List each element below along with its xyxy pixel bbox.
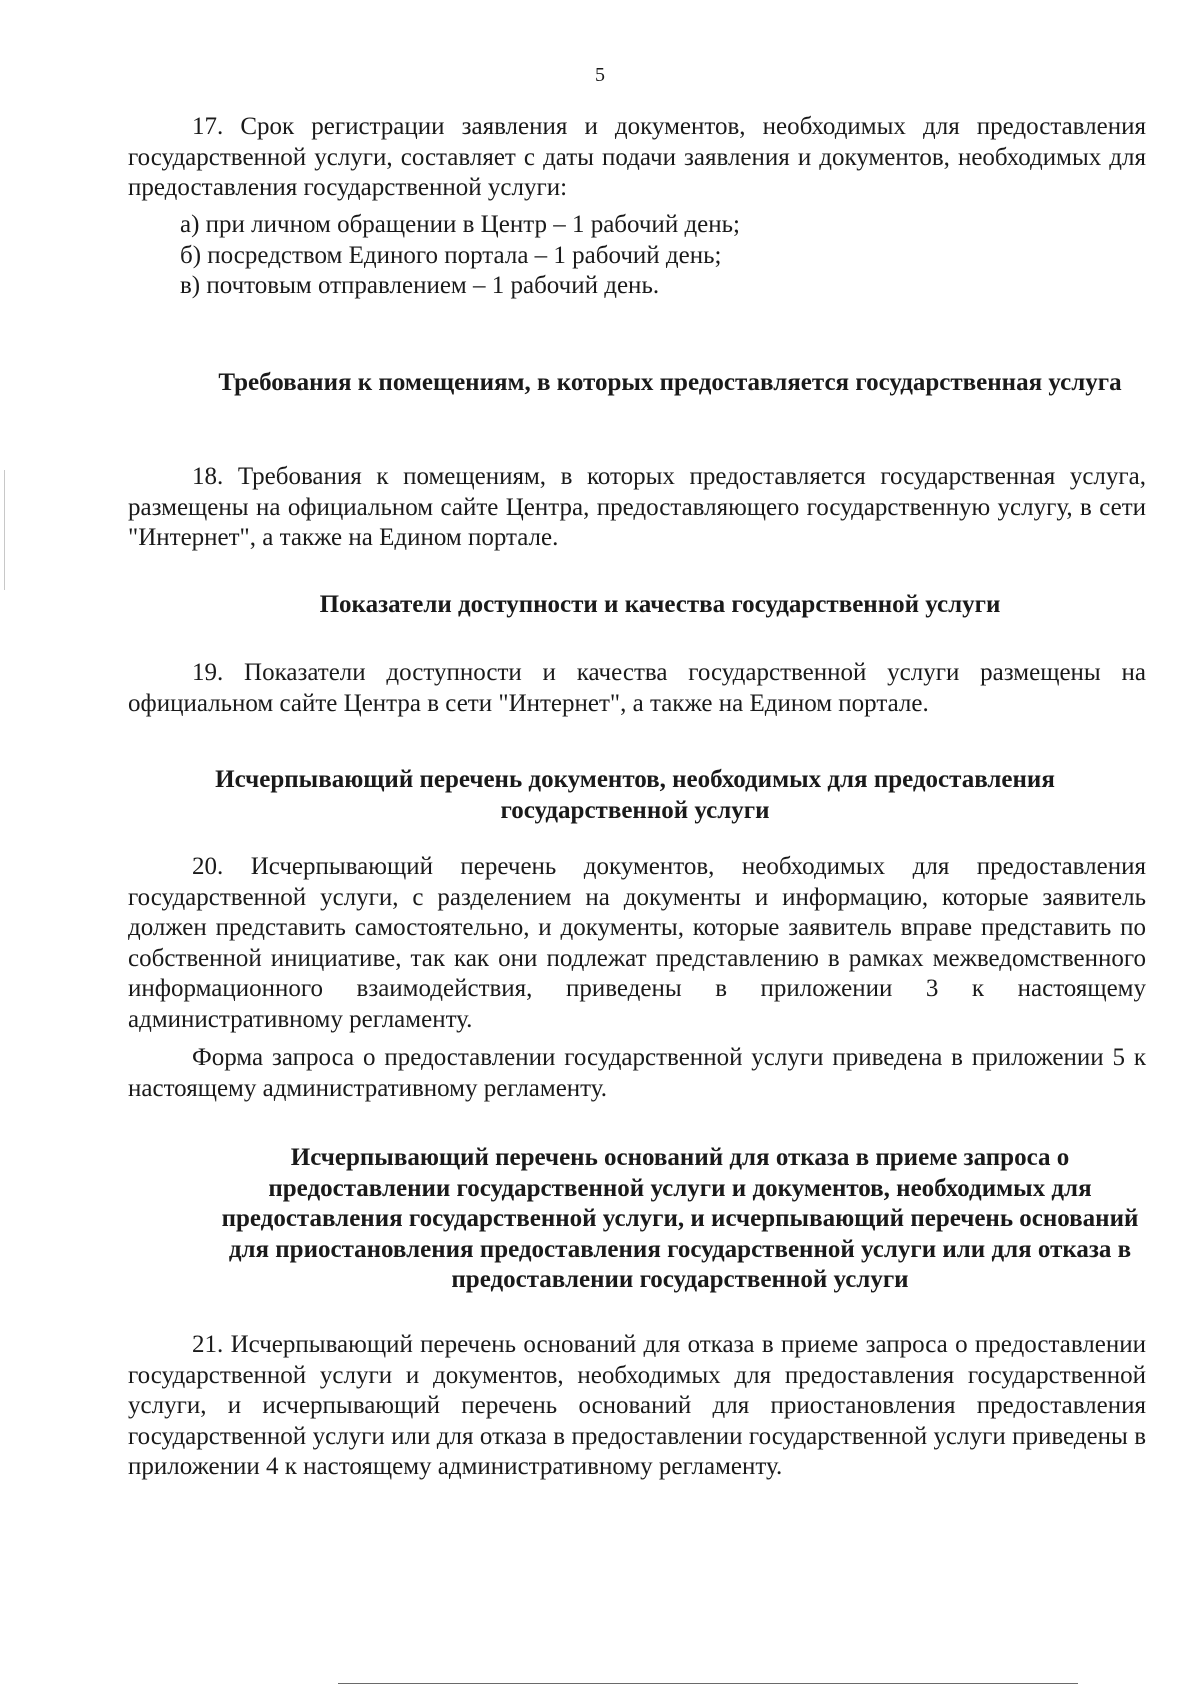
scan-margin-mark [4, 470, 5, 590]
list-item: б) посредством Единого портала – 1 рабочий день; [180, 241, 722, 269]
heading-indicators: Показатели доступности и качества государственной услуги [319, 591, 1001, 618]
section-17-paragraph: 17. Срок регистрации заявления и документов, необходимых для предоставления государственной услуги, составляет с даты подачи заявления и документов, необходимых для предоставления государственной услуги: [128, 113, 1146, 201]
heading-refusal: Исчерпывающий перечень оснований для отказа в приеме запроса о предоставлении государственной услуги и документов, необходимых для предоставления государственной услуги, и исчерпывающий перечень оснований для приостановления предоставления государственной услуги или для отказа в предоставлении государственной услуги [221, 1144, 1139, 1293]
section-20-form-note: Форма запроса о предоставлении государственной услуги приведена в приложении 5 к настоящему административному регламенту. [128, 1044, 1146, 1102]
section-20-paragraph: 20. Исчерпывающий перечень документов, необходимых для предоставления государственной услуги, с разделением на документы и информацию, которые заявитель должен представить самостоятельно, и документы, которые заявитель вправе представить по собственной инициативе, так как они подлежат представлению в рамках межведомственного информационного взаимодействия, приведены в приложении 3 к настоящему административному регламенту. [128, 853, 1146, 1033]
section-17-list [128, 210, 1146, 302]
section-19-paragraph: 19. Показатели доступности и качества государственной услуги размещены на официальном сайте Центра в сети "Интернет", а также на Едином портале. [128, 659, 1146, 717]
list-item: а) при личном обращении в Центр – 1 рабочий день; [180, 211, 740, 238]
heading-premises: Требования к помещениям, в которых предоставляется государственная услуга [218, 369, 1122, 396]
heading-documents: Исчерпывающий перечень документов, необходимых для предоставления государственной услуги [215, 766, 1055, 824]
page-number: 5 [595, 64, 605, 86]
list-item: в) почтовым отправлением – 1 рабочий день. [180, 272, 660, 299]
scan-bottom-line [338, 1683, 1078, 1684]
section-21-paragraph: 21. Исчерпывающий перечень оснований для отказа в приеме запроса о предоставлении государственной услуги и документов, необходимых для предоставления государственной услуги, и исчерпывающий перечень оснований для приостановления предоставления государственной услуги или для отказа в предоставлении государственной услуги приведены в приложении 4 к настоящему административному регламенту. [128, 1331, 1146, 1480]
section-18-paragraph: 18. Требования к помещениям, в которых предоставляется государственная услуга, размещены на официальном сайте Центра, предоставляющего государственную услугу, в сети "Интернет", а также на Едином портале. [128, 463, 1146, 551]
